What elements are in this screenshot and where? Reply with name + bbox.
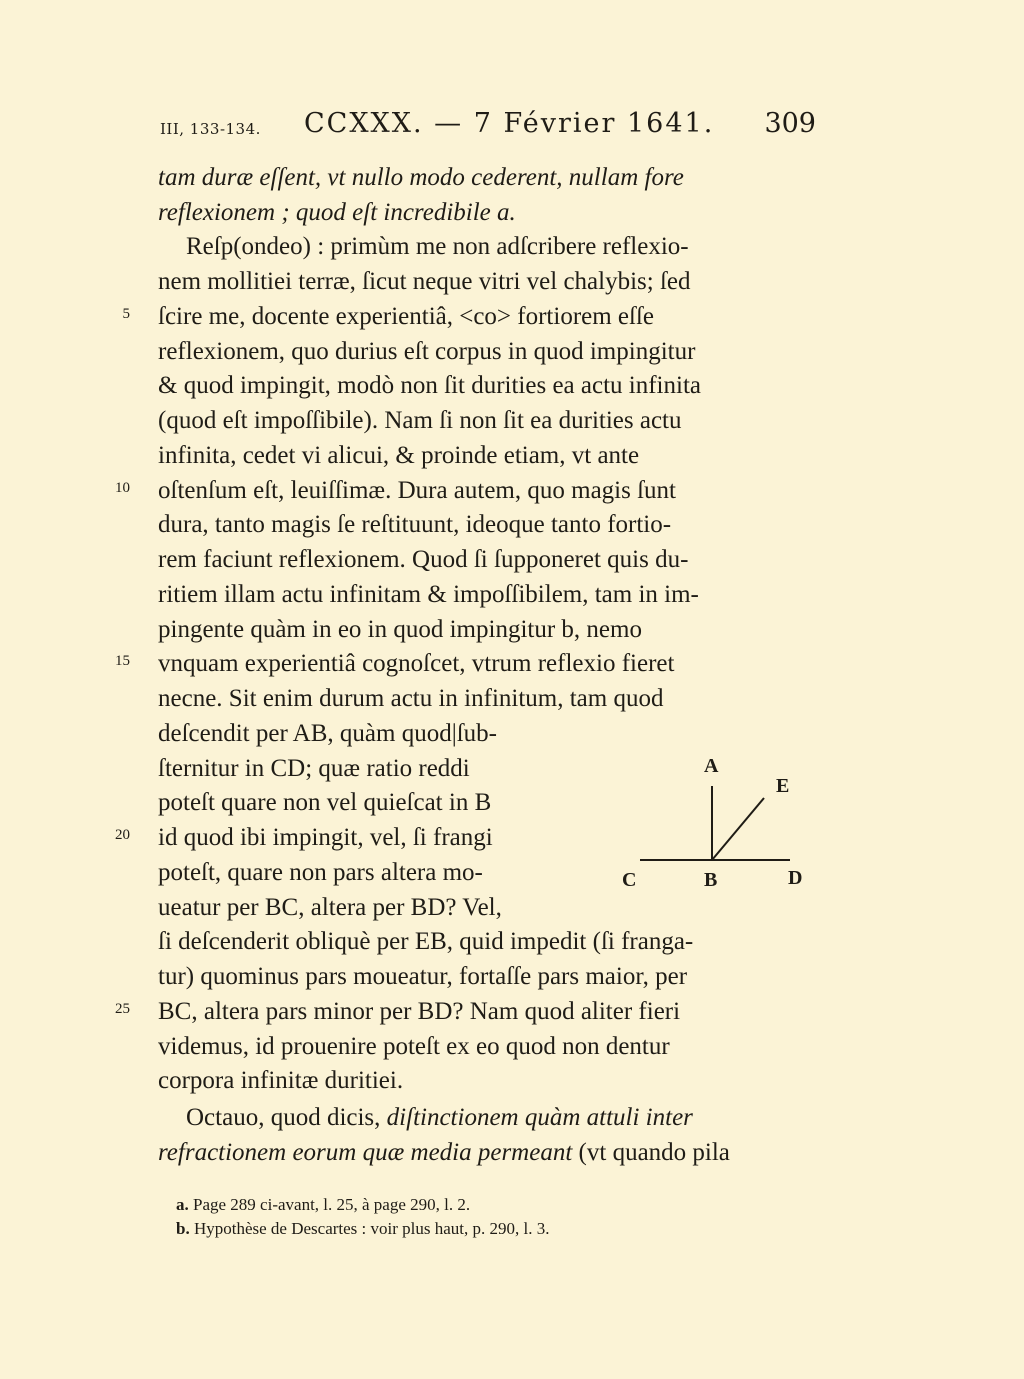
text-line: pingente quàm in eo in quod impingitur b, nemo bbox=[158, 616, 642, 643]
footnote bbox=[176, 1216, 549, 1242]
footnote-mark: a. bbox=[176, 1195, 189, 1214]
label-e: E bbox=[776, 775, 790, 797]
text-run: (vt quando pila bbox=[578, 1139, 730, 1166]
text-line: ritiem illam actu infinitam & impoſſibilem, tam in im- bbox=[158, 581, 699, 608]
text-line: reflexionem ; quod eſt incredibile a. bbox=[158, 199, 516, 226]
label-a: A bbox=[704, 755, 719, 777]
text-line: ueatur per BC, altera per BD? Vel, bbox=[158, 894, 502, 921]
italic-quote: diſtinctionem quàm attuli inter bbox=[386, 1104, 693, 1131]
text-run: Octauo, quod dicis, bbox=[186, 1104, 381, 1131]
text-line: ſcire me, docente experientiâ, <co> fortiorem eſſe bbox=[158, 303, 655, 330]
text-line: corpora infinitæ duritiei. bbox=[158, 1067, 404, 1094]
line-eb bbox=[712, 798, 764, 860]
text-line: vnquam experientiâ cognoſcet, vtrum reflexio fieret bbox=[158, 650, 675, 677]
text-line: videmus, id prouenire poteſt ex eo quod non dentur bbox=[158, 1033, 670, 1060]
footnote bbox=[176, 1192, 470, 1218]
footnote-text: Page 289 ci-avant, l. 25, à page 290, l. 2. bbox=[193, 1195, 471, 1214]
text-line: (quod eſt impoſſibile). Nam ſi non ſit ea durities actu bbox=[158, 407, 682, 434]
text-line: reflexionem, quo durius eſt corpus in quod impingitur bbox=[158, 338, 696, 365]
figure-svg bbox=[620, 750, 820, 900]
footnote-mark: b. bbox=[176, 1219, 190, 1238]
text-line: id quod ibi impingit, vel, ſi frangi bbox=[158, 824, 493, 851]
geometry-figure bbox=[620, 750, 820, 900]
text-line: ſi deſcenderit obliquè per EB, quid impedit (ſi franga- bbox=[158, 928, 694, 955]
line-number: 10 bbox=[115, 480, 130, 496]
text-line bbox=[158, 1135, 730, 1171]
label-b: B bbox=[704, 869, 718, 891]
letter-heading: CCXXX. — 7 Février 1641. bbox=[304, 108, 715, 139]
label-c: C bbox=[622, 869, 637, 891]
text-line: tam duræ eſſent, vt nullo modo cederent, nullam fore bbox=[158, 164, 684, 191]
text-line: deſcendit per AB, quàm quod|ſub- bbox=[158, 720, 497, 747]
label-d: D bbox=[788, 867, 803, 889]
text-line: nem mollitiei terræ, ſicut neque vitri vel chalybis; ſed bbox=[158, 268, 691, 295]
text-line: infinita, cedet vi alicui, & proinde etiam, vt ante bbox=[158, 442, 640, 469]
line-number: 15 bbox=[115, 653, 130, 669]
text-line: dura, tanto magis ſe reſtituunt, ideoque tanto fortio- bbox=[158, 511, 672, 538]
text-line: oſtenſum eſt, leuiſſimæ. Dura autem, quo magis ſunt bbox=[158, 477, 676, 504]
page-number: 309 bbox=[764, 108, 816, 139]
text-line: necne. Sit enim durum actu in infinitum, tam quod bbox=[158, 685, 664, 712]
text-line: BC, altera pars minor per BD? Nam quod aliter fieri bbox=[158, 998, 681, 1025]
text-line: Reſp(ondeo) : primùm me non adſcribere reflexio- bbox=[186, 233, 689, 260]
text-line: rem faciunt reflexionem. Quod ſi ſupponeret quis du- bbox=[158, 546, 689, 573]
line-number: 20 bbox=[115, 827, 130, 843]
text-line bbox=[186, 1100, 693, 1136]
volume-reference: III, 133-134. bbox=[160, 120, 261, 138]
text-line: ſternitur in CD; quæ ratio reddi bbox=[158, 755, 470, 782]
italic-quote: refractionem eorum quæ media permeant bbox=[158, 1139, 573, 1166]
line-number: 25 bbox=[115, 1001, 130, 1017]
text-line: & quod impingit, modò non ſit durities ea actu infinita bbox=[158, 372, 701, 399]
text-line: tur) quominus pars moueatur, fortaſſe pars maior, per bbox=[158, 963, 688, 990]
line-number: 5 bbox=[122, 306, 130, 322]
text-line: poteſt quare non vel quieſcat in B bbox=[158, 789, 492, 816]
running-header bbox=[158, 108, 818, 148]
footnote-text: Hypothèse de Descartes : voir plus haut, p. 290, l. 3. bbox=[193, 1219, 550, 1238]
text-line: poteſt, quare non pars altera mo- bbox=[158, 859, 483, 886]
